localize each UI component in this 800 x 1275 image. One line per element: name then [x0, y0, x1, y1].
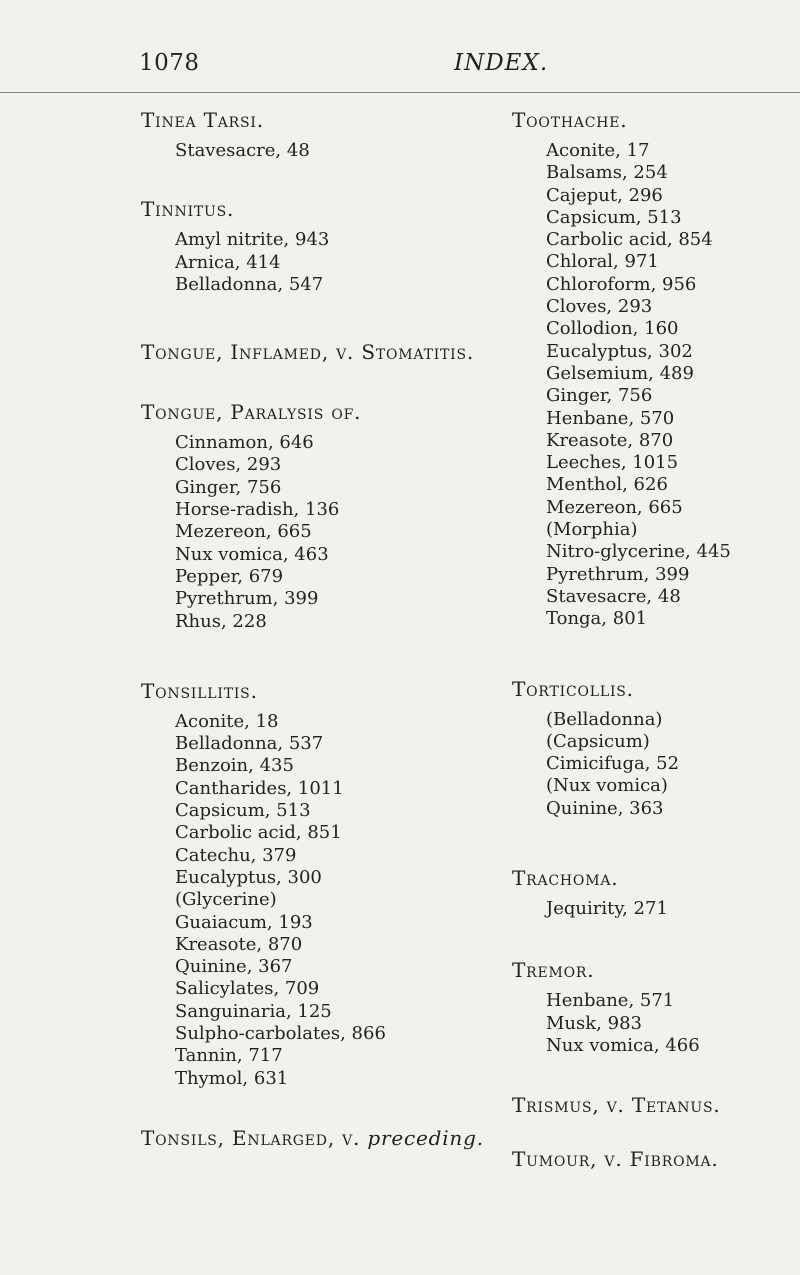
entry-items	[546, 709, 800, 820]
heading-main: Tonsils, Enlarged, v.	[141, 1125, 361, 1150]
heading-italic: preceding.	[367, 1125, 484, 1150]
index-item: Benzoin, 435	[175, 755, 294, 777]
index-item: Horse-radish, 136	[175, 499, 340, 521]
index-entry	[512, 677, 800, 820]
index-item: Capsicum, 513	[546, 206, 682, 228]
index-item: Leeches, 1015	[546, 452, 679, 474]
entry-heading: Tinea Tarsi.	[141, 108, 264, 132]
index-item: Balsams, 254	[546, 162, 668, 184]
index-item: Amyl nitrite, 943	[175, 229, 330, 251]
entry-items	[546, 990, 800, 1057]
index-item: Catechu, 379	[175, 844, 297, 866]
index-item: Belladonna, 547	[175, 273, 324, 295]
entry-items	[175, 711, 496, 1090]
index-item: Henbane, 571	[546, 990, 675, 1012]
index-entry	[512, 108, 800, 631]
index-item: Eucalyptus, 302	[546, 340, 693, 362]
index-item: Kreasote, 870	[175, 933, 303, 955]
index-entry	[512, 866, 800, 920]
left-column	[141, 108, 496, 1150]
index-item: Gelsemium, 489	[546, 362, 694, 384]
index-item: Musk, 983	[546, 1012, 642, 1034]
index-item: Kreasote, 870	[546, 429, 674, 451]
index-item: Pepper, 679	[175, 565, 284, 587]
index-entry	[141, 679, 496, 1090]
page-number: 1078	[139, 50, 200, 76]
entry-items	[175, 432, 496, 633]
index-entry	[512, 1093, 800, 1117]
index-entry	[512, 958, 800, 1057]
index-item: Ginger, 756	[175, 476, 282, 498]
right-column	[512, 108, 800, 1171]
index-item: Mezereon, 665	[546, 496, 683, 518]
entry-heading: Torticollis.	[512, 676, 634, 701]
index-item: Quinine, 363	[546, 797, 664, 819]
index-item: Menthol, 626	[546, 474, 668, 496]
entry-items	[175, 229, 496, 296]
index-item: Eucalyptus, 300	[175, 866, 322, 888]
index-item: (Capsicum)	[546, 730, 650, 752]
index-item: Stavesacre, 48	[175, 140, 310, 161]
index-item: Cimicifuga, 52	[546, 753, 680, 775]
index-item: Capsicum, 513	[175, 800, 311, 822]
index-entry	[141, 1126, 496, 1150]
index-item: Cloves, 293	[546, 296, 653, 318]
entry-heading	[141, 1126, 496, 1150]
index-item: Chloral, 971	[546, 251, 659, 273]
index-item: Rhus, 228	[175, 610, 267, 632]
entry-items	[175, 140, 496, 162]
index-item: Ginger, 756	[546, 385, 653, 407]
index-item: (Nux vomica)	[546, 775, 668, 797]
index-item: Guaiacum, 193	[175, 911, 313, 933]
index-entry	[512, 1147, 800, 1171]
index-item: Cajeput, 296	[546, 184, 663, 206]
index-item: Jequirity, 271	[546, 898, 668, 920]
index-item: Sanguinaria, 125	[175, 1000, 332, 1022]
entry-heading: Tongue, Inflamed, v. Stomatitis.	[141, 340, 475, 365]
index-entry	[141, 197, 496, 296]
index-item: (Glycerine)	[175, 889, 277, 911]
index-item: Tannin, 717	[175, 1045, 283, 1067]
index-item: Aconite, 17	[546, 140, 650, 161]
index-item: Carbolic acid, 851	[175, 822, 342, 844]
index-entry	[141, 340, 496, 364]
index-item: Collodion, 160	[546, 318, 679, 340]
entry-items	[546, 140, 800, 631]
index-item: Henbane, 570	[546, 407, 675, 429]
index-item: Cinnamon, 646	[175, 432, 314, 454]
entry-heading: Tonsillitis.	[141, 678, 258, 703]
entry-heading: Tremor.	[512, 958, 595, 983]
entry-heading: Tinnitus.	[141, 197, 235, 222]
index-item: Thymol, 631	[175, 1067, 289, 1089]
index-item: Stavesacre, 48	[546, 585, 681, 607]
index-item: Arnica, 414	[175, 251, 281, 273]
index-item: Pyrethrum, 399	[175, 588, 319, 610]
header-rule	[0, 92, 800, 93]
index-item: Salicylates, 709	[175, 978, 320, 1000]
index-item: Sulpho-carbolates, 866	[175, 1023, 386, 1045]
entry-items	[546, 898, 800, 920]
index-item: Chloroform, 956	[546, 273, 697, 295]
entry-heading: Trismus, v. Tetanus.	[512, 1093, 721, 1118]
index-entry	[141, 108, 496, 162]
index-item: Nitro-glycerine, 445	[546, 541, 731, 563]
entry-heading: Toothache.	[512, 108, 628, 132]
index-item: Pyrethrum, 399	[546, 563, 690, 585]
index-item: Nux vomica, 463	[175, 543, 329, 565]
index-item: Tonga, 801	[546, 608, 648, 630]
index-item: Cantharides, 1011	[175, 777, 344, 799]
index-item: Mezereon, 665	[175, 521, 312, 543]
index-item: Aconite, 18	[175, 710, 279, 732]
index-item: Cloves, 293	[175, 454, 282, 476]
index-item: (Morphia)	[546, 519, 638, 541]
index-item: Belladonna, 537	[175, 733, 324, 755]
entry-heading: Trachoma.	[512, 866, 619, 891]
entry-heading: Tumour, v. Fibroma.	[512, 1147, 719, 1172]
index-item: (Belladonna)	[546, 708, 663, 730]
index-item: Quinine, 367	[175, 956, 293, 978]
index-item: Nux vomica, 466	[546, 1034, 700, 1056]
running-head: INDEX.	[454, 50, 549, 76]
index-item: Carbolic acid, 854	[546, 229, 713, 251]
entry-heading: Tongue, Paralysis of.	[141, 400, 362, 425]
index-entry	[141, 400, 496, 633]
